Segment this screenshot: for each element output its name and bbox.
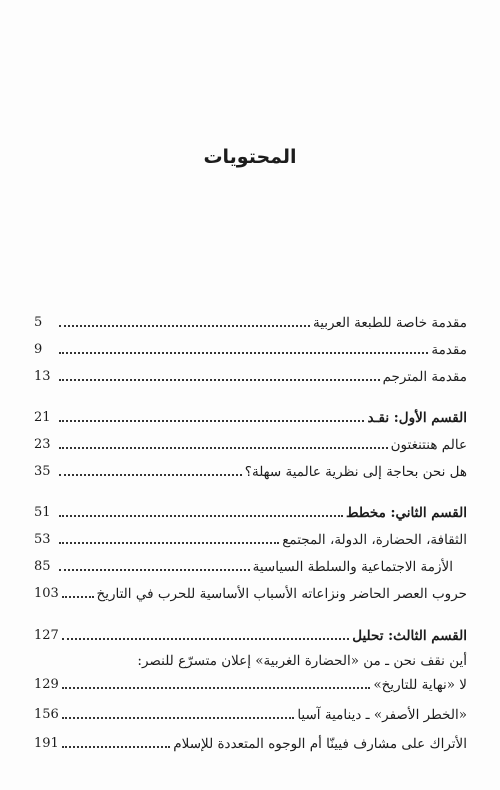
dot-leader bbox=[59, 379, 380, 381]
toc-entry-social-crisis[interactable] bbox=[34, 550, 467, 576]
toc-entry-huntington-world[interactable] bbox=[34, 428, 467, 454]
dot-leader bbox=[59, 420, 364, 422]
toc-entry-title: هل نحن بحاجة إلى نظرية عالمية سهلة؟ bbox=[244, 464, 467, 480]
dot-leader bbox=[59, 352, 428, 354]
toc-entry-title: لا «نهاية للتاريخ» bbox=[373, 677, 467, 693]
toc-page-number: 9 bbox=[34, 342, 43, 357]
toc-section-title: القسم الثالث: تحليل bbox=[352, 628, 467, 644]
toc-page-number: 5 bbox=[34, 315, 43, 330]
dot-leader bbox=[59, 515, 343, 517]
dot-leader bbox=[62, 638, 349, 640]
toc-entry-title: مقدمة المترجم bbox=[382, 369, 467, 385]
dot-leader bbox=[59, 447, 388, 449]
toc-entry-turks-at-vienna[interactable] bbox=[34, 727, 467, 753]
dot-leader bbox=[59, 474, 242, 476]
toc-page-number: 13 bbox=[34, 369, 51, 384]
toc-section-one[interactable] bbox=[34, 401, 467, 427]
toc-section-title: القسم الأول: نقـد bbox=[367, 410, 467, 426]
toc-page-number: 53 bbox=[34, 532, 51, 547]
toc-section-title: القسم الثاني: مخطط bbox=[346, 505, 467, 521]
dot-leader bbox=[62, 687, 371, 689]
toc-section-two[interactable] bbox=[34, 496, 467, 522]
toc-page-number: 191 bbox=[34, 736, 59, 751]
page-title: المحتويات bbox=[203, 146, 297, 168]
toc-entry-title: الأتراك على مشارف فيينّا أم الوجوه المتعددة للإسلام bbox=[173, 736, 467, 752]
dot-leader bbox=[59, 325, 310, 327]
dot-leader bbox=[62, 746, 170, 748]
toc-page-number: 35 bbox=[34, 464, 51, 479]
toc-entry-title: مقدمة bbox=[431, 342, 467, 358]
toc-entry-where-we-stand[interactable] bbox=[34, 644, 467, 670]
dot-leader bbox=[62, 717, 294, 719]
dot-leader bbox=[59, 569, 250, 571]
toc-entry-culture-civilization[interactable] bbox=[34, 523, 467, 549]
toc-entry-preface-arabic[interactable] bbox=[34, 306, 467, 332]
toc-entry-wars-of-present-age[interactable] bbox=[34, 577, 467, 603]
toc-entry-translator-preface[interactable] bbox=[34, 360, 467, 386]
toc-page-number: 51 bbox=[34, 505, 51, 520]
toc-entry-preface[interactable] bbox=[34, 333, 467, 359]
toc-page-number: 129 bbox=[34, 677, 59, 692]
toc-entry-title: الثقافة، الحضارة، الدولة، المجتمع bbox=[282, 532, 467, 548]
toc-entry-yellow-peril[interactable] bbox=[34, 698, 467, 724]
toc-page-number: 85 bbox=[34, 559, 51, 574]
dot-leader bbox=[62, 596, 94, 598]
toc-entry-no-end-of-history[interactable] bbox=[34, 668, 467, 694]
toc-entry-title: الأزمة الاجتماعية والسلطة السياسية bbox=[252, 559, 453, 575]
toc-page-number: 103 bbox=[34, 586, 59, 601]
toc-page-number: 127 bbox=[34, 628, 59, 643]
toc-page-number: 21 bbox=[34, 410, 51, 425]
toc-entry-title: حروب العصر الحاضر ونزاعاته الأسباب الأساسية للحرب في التاريخ bbox=[96, 586, 467, 602]
toc-entry-easy-world-theory[interactable] bbox=[34, 455, 467, 481]
toc-entry-title: مقدمة خاصة للطبعة العربية bbox=[312, 315, 467, 331]
toc-page-number: 23 bbox=[34, 437, 51, 452]
toc-page-number: 156 bbox=[34, 707, 59, 722]
toc-section-three[interactable] bbox=[34, 619, 467, 645]
toc-entry-title: «الخطر الأصفر» ـ دينامية آسيا bbox=[297, 707, 467, 723]
toc-entry-title: أين نقف نحن ـ من «الحضارة الغربية» إعلان متسرّع للنصر: bbox=[137, 653, 467, 669]
toc-entry-title: عالم هنتنغتون bbox=[390, 437, 467, 453]
dot-leader bbox=[59, 542, 279, 544]
